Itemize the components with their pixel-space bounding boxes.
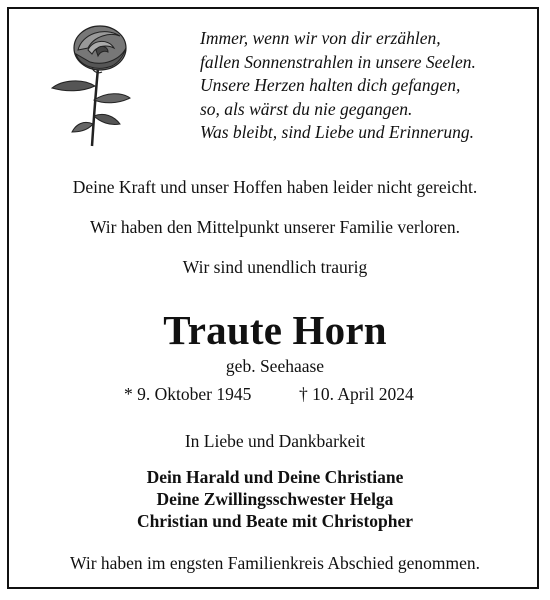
intro-line: Deine Kraft und unser Hoffen haben leider nicht gereicht. [72, 177, 478, 197]
mourner-line: Deine Zwillingsschwester Helga [156, 489, 394, 509]
poem-line: Immer, wenn wir von dir erzählen, [200, 28, 441, 48]
poem-line: fallen Sonnenstrahlen in unsere Seelen. [200, 51, 476, 72]
maiden-name: geb. Seehaase [225, 356, 325, 376]
mourner-line: Christian und Beate mit Christopher [136, 511, 414, 531]
poem-line: so, als wärst du nie gegangen. [200, 98, 413, 119]
footer-note: Wir haben im engsten Familienkreis Abschied genommen. [70, 553, 480, 573]
mourner-line: Dein Harald und Deine Christiane [146, 467, 404, 487]
rose-icon [48, 20, 143, 148]
deceased-name: Traute Horn [163, 307, 387, 353]
death-date: † 10. April 2024 [299, 384, 414, 404]
birth-date: * 9. Oktober 1945 [124, 384, 252, 404]
intro-line: Wir haben den Mittelpunkt unserer Familie verloren. [89, 217, 461, 237]
closing-intro: In Liebe und Dankbarkeit [184, 431, 366, 451]
poem-line: Unsere Herzen halten dich gefangen, [200, 75, 461, 96]
intro-line: Wir sind unendlich traurig [182, 257, 368, 277]
poem-line: Was bleibt, sind Liebe und Erinnerung. [200, 122, 475, 143]
poem [200, 27, 520, 145]
